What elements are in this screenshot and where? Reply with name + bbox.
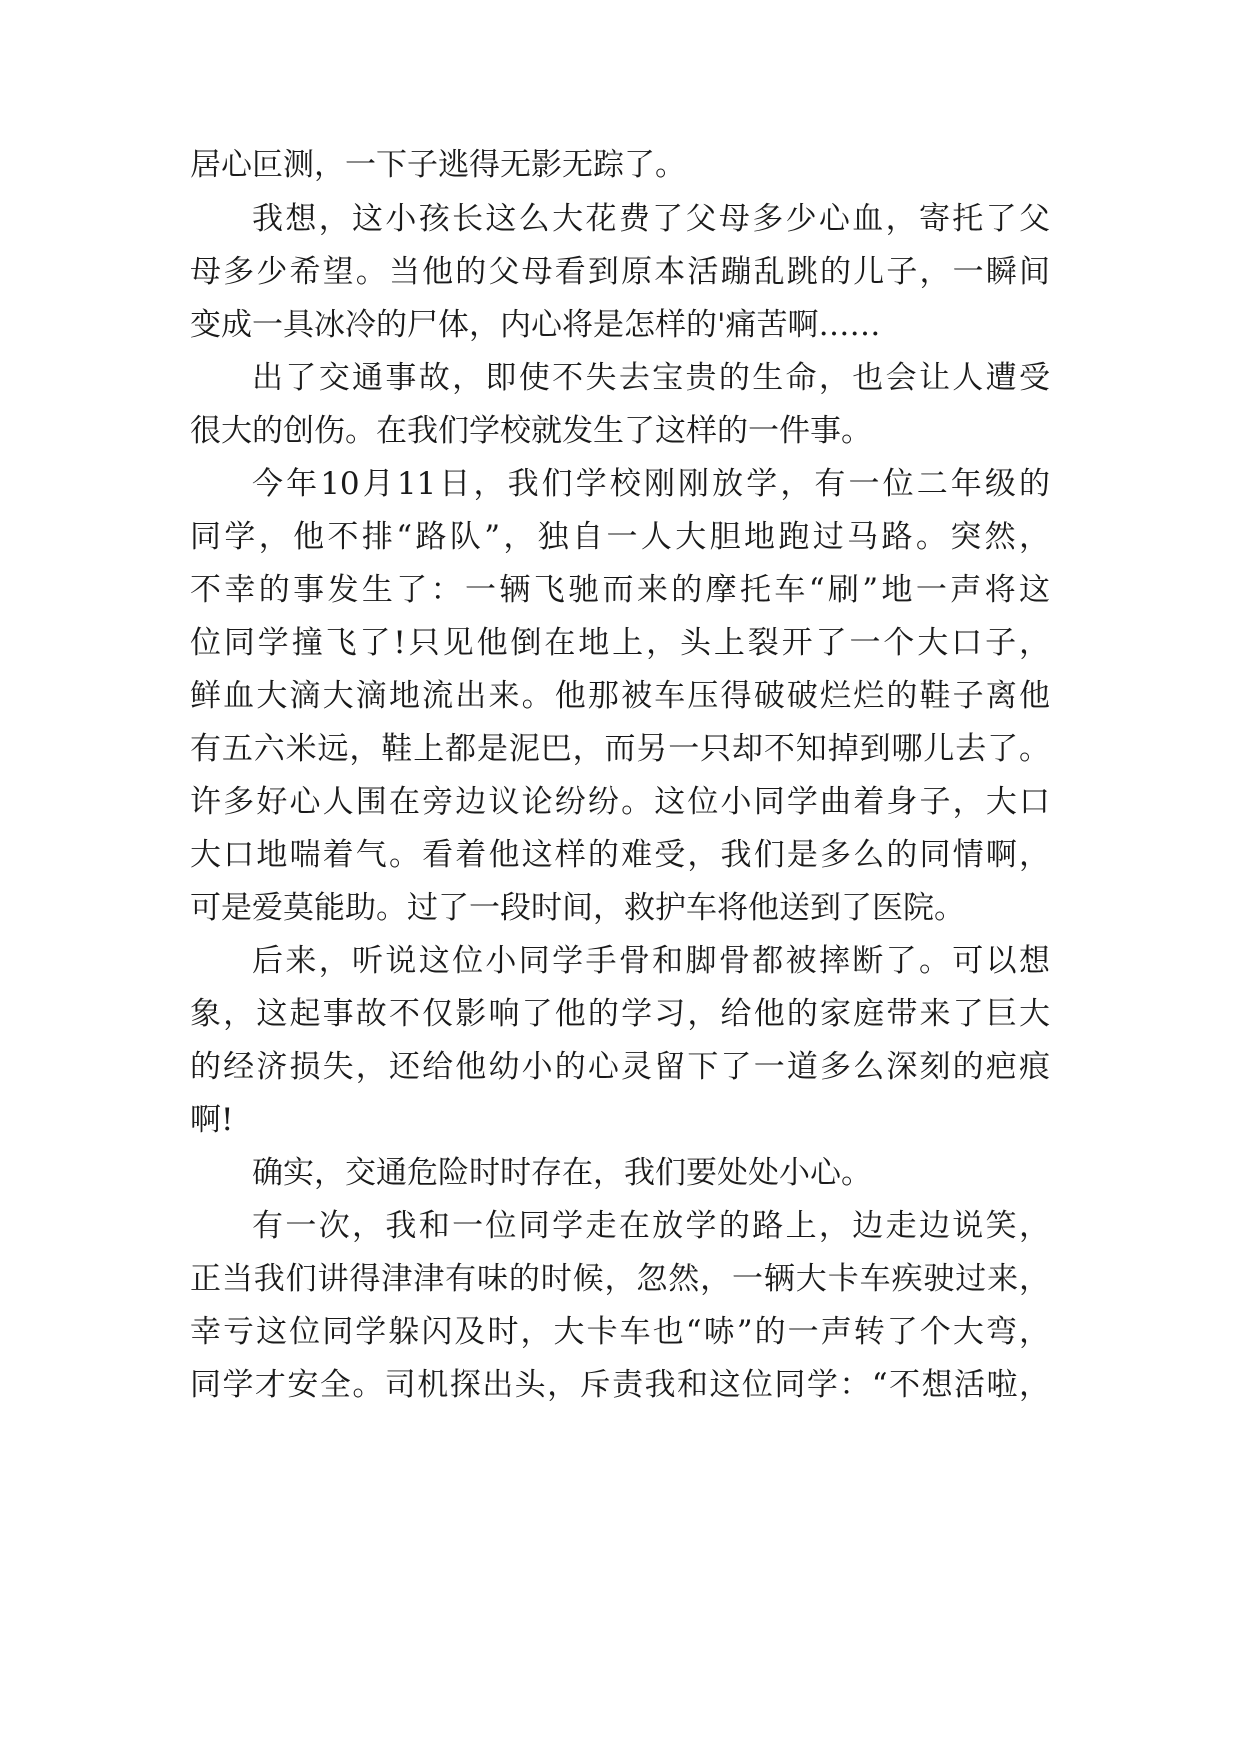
text-line: 许多好心人围在旁边议论纷纷。这位小同学曲着身子，大口 [190,784,1050,820]
text-line: 我想，这小孩长这么大花费了父母多少心血，寄托了父 [252,201,1050,237]
text-line: 象，这起事故不仅影响了他的学习，给他的家庭带来了巨大 [190,996,1050,1032]
text-line: 大口地喘着气。看着他这样的难受，我们是多么的同情啊， [190,837,1050,873]
text-line: 幸亏这位同学躲闪及时，大卡车也“哧”的一声转了个大弯， [190,1314,1050,1350]
text-line: 有一次，我和一位同学走在放学的路上，边走边说笑， [252,1208,1050,1244]
text-line: 可是爱莫能助。过了一段时间，救护车将他送到了医院。 [190,890,965,926]
text-line: 同学，他不排“路队”，独自一人大胆地跑过马路。突然， [190,519,1050,555]
text-line: 同学才安全。司机探出头，斥责我和这位同学：“不想活啦， [190,1367,1050,1403]
text-line: 正当我们讲得津津有味的时候，忽然，一辆大卡车疾驶过来， [190,1261,1050,1297]
text-line: 的经济损失，还给他幼小的心灵留下了一道多么深刻的疤痕 [190,1049,1050,1085]
text-line: 不幸的事发生了：一辆飞驰而来的摩托车“刷”地一声将这 [190,572,1050,608]
text-line: 居心叵测，一下子逃得无影无踪了。 [190,147,686,183]
text-line: 确实，交通危险时时存在，我们要处处小心。 [252,1155,872,1191]
text-line: 很大的创伤。在我们学校就发生了这样的一件事。 [190,413,872,449]
text-line: 变成一具冰冷的尸体，内心将是怎样的'痛苦啊…… [190,307,881,343]
text-line: 有五六米远，鞋上都是泥巴，而另一只却不知掉到哪儿去了。 [190,731,1050,767]
text-line: 位同学撞飞了!只见他倒在地上，头上裂开了一个大口子， [190,625,1050,661]
text-line: 今年10月11日，我们学校刚刚放学，有一位二年级的 [252,466,1050,502]
text-line: 啊! [190,1102,234,1138]
text-line: 母多少希望。当他的父母看到原本活蹦乱跳的儿子，一瞬间 [190,254,1050,290]
text-line: 鲜血大滴大滴地流出来。他那被车压得破破烂烂的鞋子离他 [190,678,1050,714]
text-line: 出了交通事故，即使不失去宝贵的生命，也会让人遭受 [252,360,1050,396]
text-line: 后来，听说这位小同学手骨和脚骨都被摔断了。可以想 [252,943,1050,979]
